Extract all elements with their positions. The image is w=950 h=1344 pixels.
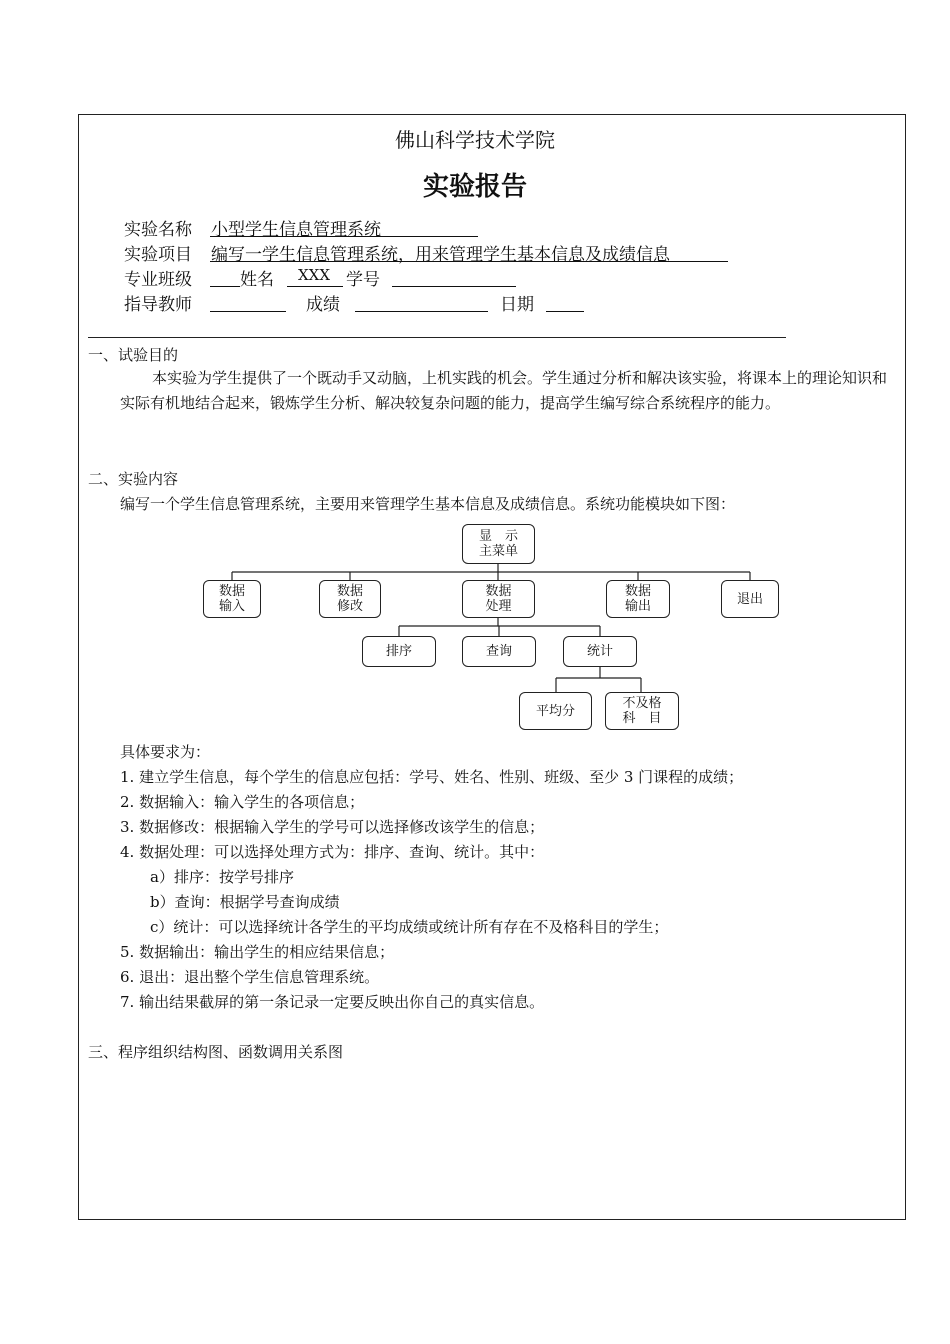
requirement-item: 5. 数据输出：输出学生的相应结果信息； <box>120 943 395 961</box>
report-title: 实验报告 <box>422 172 527 202</box>
teacher-label: 指导教师 <box>124 295 192 315</box>
class-label: 专业班级 <box>124 270 192 290</box>
student-name-value: XXX <box>298 266 331 284</box>
requirement-subitem: a）排序：按学号排序 <box>150 868 294 886</box>
section2-heading: 二、实验内容 <box>88 470 179 488</box>
requirement-subitem: b）查询：根据学号查询成绩 <box>150 893 340 911</box>
section1-text: 本实验为学生提供了一个既动手又动脑，上机实践的机会。学生通过分析和解决该实验，将课本上的理论知识和实际有机地结合起来，锻炼学生分析、解决较复杂问题的能力，提高学生编写综合系统程序的能力。 <box>120 369 888 412</box>
node-exit: 退出 <box>721 580 779 618</box>
section3-heading: 三、程序组织结构图、函数调用关系图 <box>88 1043 344 1061</box>
student-name-label: 姓名 <box>240 270 274 290</box>
experiment-name-value: 小型学生信息管理系统 <box>211 220 381 240</box>
school-name: 佛山科学技术学院 <box>395 128 555 152</box>
node-failed-subjects: 不及格 科 目 <box>605 692 679 730</box>
requirement-item: 2. 数据输入：输入学生的各项信息； <box>120 793 365 811</box>
node-data-input: 数据 输入 <box>203 580 261 618</box>
student-id-label: 学号 <box>346 270 380 290</box>
node-query: 查询 <box>462 636 536 667</box>
section2-intro: 编写一个学生信息管理系统，主要用来管理学生基本信息及成绩信息。系统功能模块如下图： <box>120 495 736 513</box>
requirement-item: 6. 退出：退出整个学生信息管理系统。 <box>120 968 380 986</box>
node-statistics: 统计 <box>563 636 637 667</box>
requirement-item: 7. 输出结果截屏的第一条记录一定要反映出你自己的真实信息。 <box>120 993 545 1011</box>
section1-heading: 一、试验目的 <box>88 346 179 364</box>
date-label: 日期 <box>500 295 534 315</box>
experiment-project-label: 实验项目 <box>124 245 192 265</box>
node-main-menu: 显 示 主菜单 <box>462 524 535 564</box>
requirement-item: 3. 数据修改：根据输入学生的学号可以选择修改该学生的信息； <box>120 818 545 836</box>
node-data-output: 数据 输出 <box>606 580 670 618</box>
node-average: 平均分 <box>519 692 592 730</box>
node-data-process: 数据 处理 <box>462 580 535 618</box>
requirement-item: 1. 建立学生信息，每个学生的信息应包括：学号、姓名、性别、班级、至少 3 门课程的成绩； <box>120 768 744 786</box>
experiment-project-value: 编写一学生信息管理系统，用来管理学生基本信息及成绩信息 <box>211 245 670 265</box>
experiment-name-label: 实验名称 <box>124 220 192 240</box>
requirement-subitem: c）统计：可以选择统计各学生的平均成绩或统计所有存在不及格科目的学生； <box>150 918 669 936</box>
requirement-item: 4. 数据处理：可以选择处理方式为：排序、查询、统计。其中： <box>120 843 545 861</box>
node-data-modify: 数据 修改 <box>319 580 381 618</box>
score-label: 成绩 <box>306 295 340 315</box>
node-sort: 排序 <box>362 636 436 667</box>
requirements-title: 具体要求为： <box>120 743 211 761</box>
